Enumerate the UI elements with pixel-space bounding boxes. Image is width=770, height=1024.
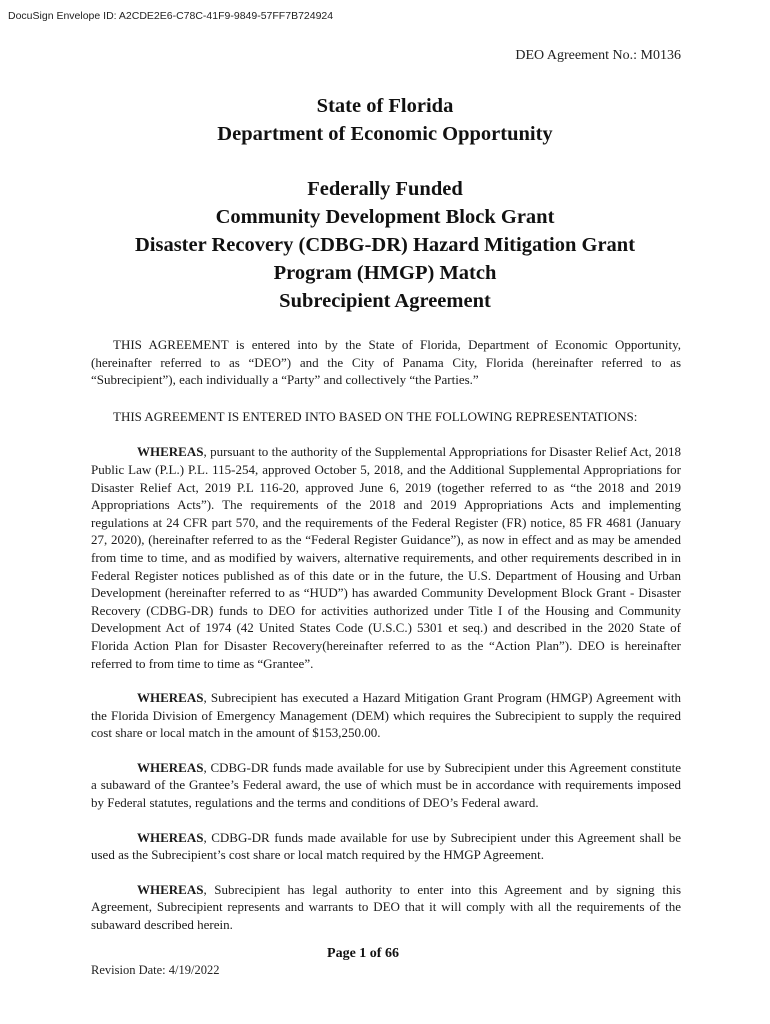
whereas-paragraph <box>91 829 681 864</box>
whereas-label: WHEREAS <box>137 829 204 845</box>
whereas-label: WHEREAS <box>137 759 204 775</box>
title-program: Community Development Block Grant <box>215 206 555 228</box>
document-title <box>0 92 770 315</box>
envelope-id: DocuSign Envelope ID: A2CDE2E6-C78C-41F9-9849-57FF7B724924 <box>8 10 334 22</box>
whereas-text: , pursuant to the authority of the Supplemental Appropriations for Disaster Relief Act, 2018 Public Law (P.L.) P.L. 115-254, approved October 5, 2018, and the Additional Supplemental Appropriations for Disaster Relief Act, 2019 P.L 116-20, approved June 6, 2019 (together referred to as “the 2018 and 2019 Appropriations Acts”). The requirements of the 2018 and 2019 Appropriations Acts and implementing regulations at 24 CFR part 570, and the requirements of the Federal Register (FR) notice, 85 FR 4681 (January 27, 2020), (hereinafter referred to as the “Federal Register Guidance”), as now in effect and as may be amended from time to time, and as modified by waivers, alternative requirements, and other requirements described in in Federal Register notices published as of this date or in the future, the U.S. Department of Housing and Urban Development (hereinafter referred to as “HUD”) has awarded Community Development Block Grant - Disaster Recovery (CDBG-DR) funds to DEO for activities authorized under Title I of the Housing and Community Development Act of 1974 (42 United States Code (U.S.C.) 5301 et seq.) and described in the 2020 State of Florida Action Plan for Disaster Recovery(hereinafter referred to as the “Action Plan”). DEO is hereinafter referred to from time to time as “Grantee”. <box>91 444 681 671</box>
title-funding: Federally Funded <box>307 178 463 200</box>
whereas-label: WHEREAS <box>137 444 204 460</box>
whereas-label: WHEREAS <box>137 881 204 897</box>
whereas-label: WHEREAS <box>137 690 204 706</box>
title-agreement: Subrecipient Agreement <box>279 290 491 312</box>
representations-heading: THIS AGREEMENT IS ENTERED INTO BASED ON THE FOLLOWING REPRESENTATIONS: <box>113 408 638 424</box>
whereas-paragraph <box>91 759 681 812</box>
agreement-number: DEO Agreement No.: M0136 <box>515 48 681 63</box>
title-hmgp: Program (HMGP) Match <box>273 262 497 284</box>
whereas-text: , CDBG-DR funds made available for use by Subrecipient under this Agreement constitute a subaward of the Grantee’s Federal award, the use of which must be in accordance with requirements imposed by Federal statutes, regulations and the terms and conditions of DEO’s Federal award. <box>91 759 681 811</box>
whereas-text: , CDBG-DR funds made available for use by Subrecipient under this Agreement shall be used as the Subrecipient’s cost share or local match required by the HMGP Agreement. <box>91 829 681 863</box>
title-department: Department of Economic Opportunity <box>217 123 553 145</box>
whereas-text: , Subrecipient has executed a Hazard Mitigation Grant Program (HMGP) Agreement with the Florida Division of Emergency Management (DEM) which requires the Subrecipient to supply the required cost share or local match in the amount of $153,250.00. <box>91 690 681 741</box>
whereas-paragraph <box>91 689 681 742</box>
whereas-paragraph <box>91 881 681 934</box>
title-disaster-recovery: Disaster Recovery (CDBG-DR) Hazard Mitigation Grant <box>134 234 636 256</box>
intro-paragraph: THIS AGREEMENT is entered into by the State of Florida, Department of Economic Opportunity, (hereinafter referred to as “DEO”) and the City of Panama City, Florida (hereinafter referred to as “Subrecipient”), each individually a “Party” and collectively “the Parties.” <box>91 337 681 388</box>
agreement-body <box>91 336 681 951</box>
revision-date: Revision Date: 4/19/2022 <box>91 963 220 977</box>
page-number: Page 1 of 66 <box>327 946 399 961</box>
whereas-paragraph <box>91 443 681 672</box>
title-state: State of Florida <box>316 95 454 117</box>
whereas-text: , Subrecipient has legal authority to enter into this Agreement and by signing this Agreement, Subrecipient represents and warrants to DEO that it will comply with all the requirements of the subaward described herein. <box>91 881 681 933</box>
